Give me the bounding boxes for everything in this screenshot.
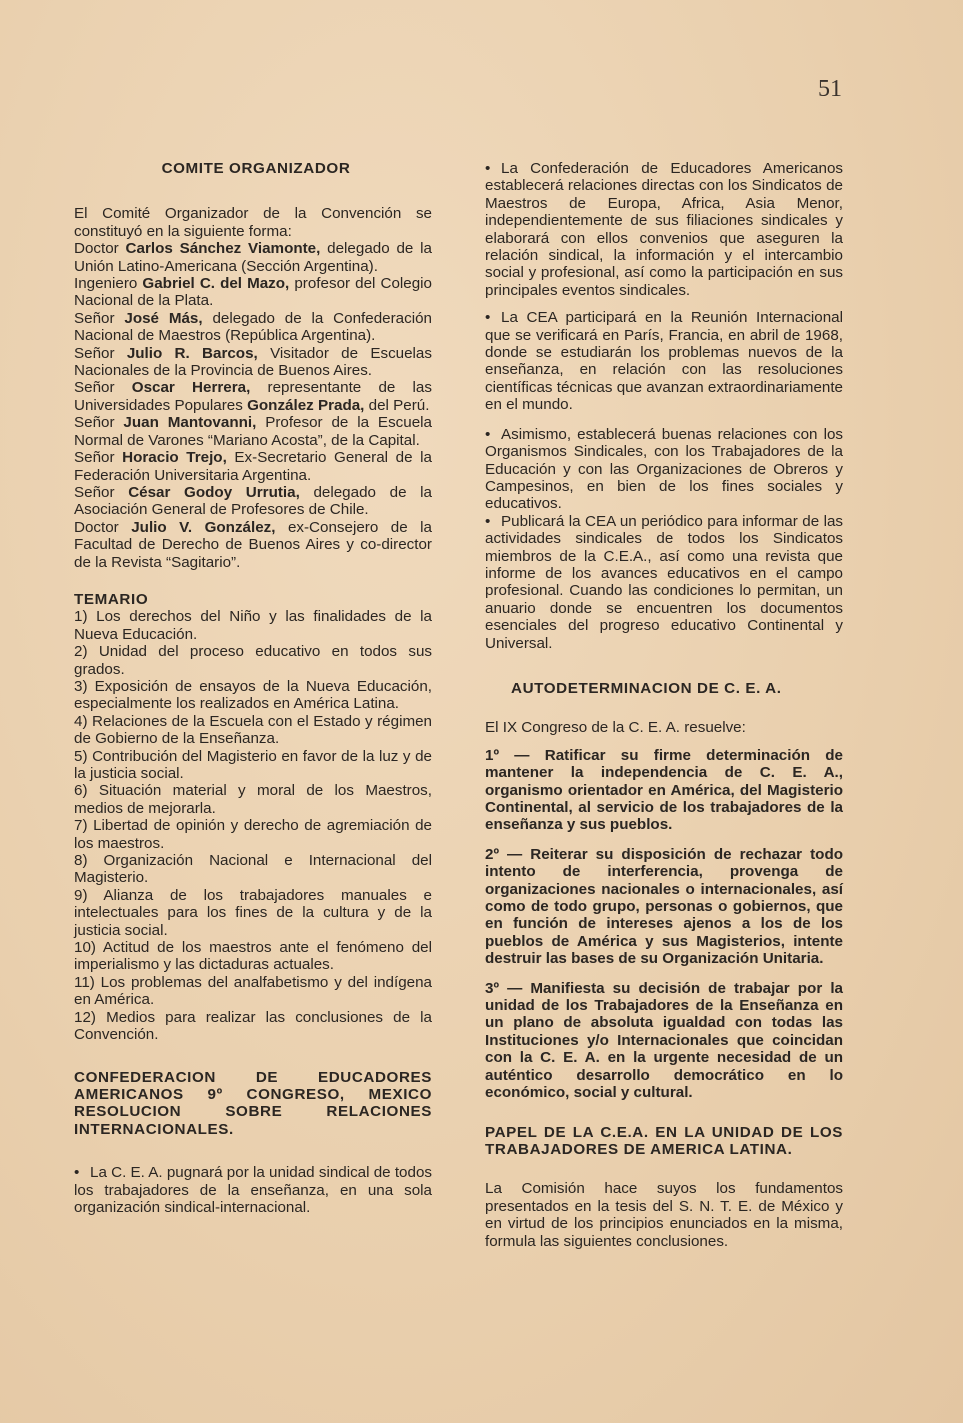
- temario-list: [74, 608, 432, 1043]
- cea-bullet: • La Confederación de Educadores Americanos establecerá relaciones directas con los Sindicatos de Maestros de Europa, Africa, Asia Menor, independientemente de sus filiaciones sindicales y elaborará con ellos convenios que aseguren la relación sindical, la información y el intercambio social y profesional, así como la participación en sus principales eventos sindicales.: [485, 160, 843, 299]
- temario-item: 6) Situación material y moral de los Maestros, medios de mejorarla.: [74, 782, 432, 817]
- right-column: [485, 160, 843, 1250]
- temario-item: 2) Unidad del proceso educativo en todos sus grados.: [74, 643, 432, 678]
- confederacion-bullet: • La C. E. A. pugnará por la unidad sindical de todos los trabajadores de la enseñanza, en una sola organización sindical-internacional.: [74, 1164, 432, 1216]
- temario-item: 3) Exposición de ensayos de la Nueva Educación, especialmente los realizados en América Latina.: [74, 677, 432, 713]
- resolution-item: 1º — Ratificar su firme determinación de mantener la independencia de C. E. A., organismo orientador en América, del Magisterio Continental, al servicio de los trabajadores de la enseñanza y sus pueblos.: [485, 746, 843, 834]
- confederacion-heading: CONFEDERACION DE EDUCADORES AMERICANOS 9º CONGRESO, MEXICO RESOLUCION SOBRE RELACIONES INTERNACIONALES.: [74, 1068, 432, 1138]
- bullet-icon: •: [485, 425, 491, 443]
- member-entry: Ingeniero Gabriel C. del Mazo, profesor del Colegio Nacional de la Plata.: [74, 275, 432, 310]
- temario-heading: TEMARIO: [74, 590, 149, 608]
- member-entry: Señor Julio R. Barcos, Visitador de Escuelas Nacionales de la Provincia de Buenos Aires.: [74, 344, 432, 380]
- temario-item: 7) Libertad de opinión y derecho de agremiación de los maestros.: [74, 817, 432, 852]
- member-list: [74, 240, 432, 571]
- resolution-item: 2º — Reiterar su disposición de rechazar todo intento de interferencia, provenga de organizaciones nacionales o internacionales, así como de todo grupo, personas o gobiernos, que en función de intereses ajenos a los de los pueblos de América y sus Magisterios, intente destruir las bases de su Organización Unitaria.: [485, 845, 843, 968]
- autodeterminacion-intro: El IX Congreso de la C. E. A. resuelve:: [485, 719, 746, 737]
- member-entry: Señor Horacio Trejo, Ex-Secretario General de la Federación Universitaria Argentina.: [74, 449, 432, 484]
- temario-item: 11) Los problemas del analfabetismo y del indígena en América.: [74, 973, 432, 1009]
- bullet-icon: •: [485, 512, 491, 530]
- temario-item: 8) Organización Nacional e Internacional del Magisterio.: [74, 852, 432, 887]
- temario-item: 12) Medios para realizar las conclusiones de la Convención.: [74, 1008, 432, 1044]
- autodeterminacion-heading: AUTODETERMINACION DE C. E. A.: [511, 679, 782, 697]
- papel-text: La Comisión hace suyos los fundamentos presentados en la tesis del S. N. T. E. de México y en virtud de los principios enunciados en la misma, formula las siguientes conclusiones.: [485, 1180, 843, 1250]
- cea-bullet: • La CEA participará en la Reunión Internacional que se verificará en París, Francia, en abril de 1968, donde se estudiarán los problemas nuevos de la enseñanza, en relación con las resoluciones científicas técnicas que avanzan extraordinariamente en el mundo.: [485, 309, 843, 414]
- comite-heading: COMITE ORGANIZADOR: [161, 160, 351, 177]
- temario-item: 4) Relaciones de la Escuela con el Estado y régimen de Gobierno de la Enseñanza.: [74, 712, 432, 748]
- papel-heading: PAPEL DE LA C.E.A. EN LA UNIDAD DE LOS TRABAJADORES DE AMERICA LATINA.: [485, 1123, 843, 1158]
- page-number: 51: [818, 76, 842, 102]
- comite-intro: El Comité Organizador de la Convención se constituyó en la siguiente forma:: [74, 205, 432, 240]
- temario-item: 1) Los derechos del Niño y las finalidades de la Nueva Educación.: [74, 608, 432, 643]
- left-column: [74, 160, 432, 1216]
- cea-bullet: • Publicará la CEA un periódico para informar de las actividades sindicales de todos los Sindicatos miembros de la C.E.A., así como una revista que informe de los avances educativos en el campo profesional. Cuando las condiciones lo permitan, un anuario donde se encuentren los documentos esenciales del progreso educativo Continental y Universal.: [485, 512, 843, 652]
- member-entry: Señor José Más, delegado de la Confederación Nacional de Maestros (República Argentina).: [74, 309, 432, 345]
- member-entry: Doctor Julio V. González, ex-Consejero de la Facultad de Derecho de Buenos Aires y co-director de la Revista “Sagitario”.: [74, 518, 432, 571]
- temario-item: 5) Contribución del Magisterio en favor de la luz y de la justicia social.: [74, 747, 432, 782]
- temario-item: 9) Alianza de los trabajadores manuales e intelectuales para los fines de la cultura y de la justicia social.: [74, 886, 432, 939]
- cea-bullet: • Asimismo, establecerá buenas relaciones con los Organismos Sindicales, con los Trabajadores de la Educación y con las Organizaciones de Obreros y Campesinos, en bien de los fines sociales y educativos.: [485, 425, 843, 513]
- temario-item: 10) Actitud de los maestros ante el fenómeno del imperialismo y las dictaduras actuales.: [74, 939, 432, 974]
- bullet-icon: •: [74, 1164, 80, 1182]
- member-entry: Doctor Carlos Sánchez Viamonte, delegado de la Unión Latino-Americana (Sección Argentina).: [74, 240, 432, 275]
- member-entry: Señor Oscar Herrera, representante de las Universidades Populares González Prada, del Perú.: [74, 379, 432, 414]
- member-entry: Señor Juan Mantovanni, Profesor de la Escuela Normal de Varones “Mariano Acosta”, de la Capital.: [74, 414, 432, 449]
- member-entry: Señor César Godoy Urrutia, delegado de la Asociación General de Profesores de Chile.: [74, 483, 432, 519]
- bullet-icon: •: [485, 309, 491, 327]
- resolution-item: 3º — Manifiesta su decisión de trabajar por la unidad de los Trabajadores de la Enseñanza en un plano de absoluta igualdad con todas las Instituciones y/o Internacionales que coincidan con la C. E. A. en la urgente necesidad de un auténtico desarrollo democrático en lo económico, social y cultural.: [485, 979, 843, 1102]
- bullet-icon: •: [485, 160, 491, 177]
